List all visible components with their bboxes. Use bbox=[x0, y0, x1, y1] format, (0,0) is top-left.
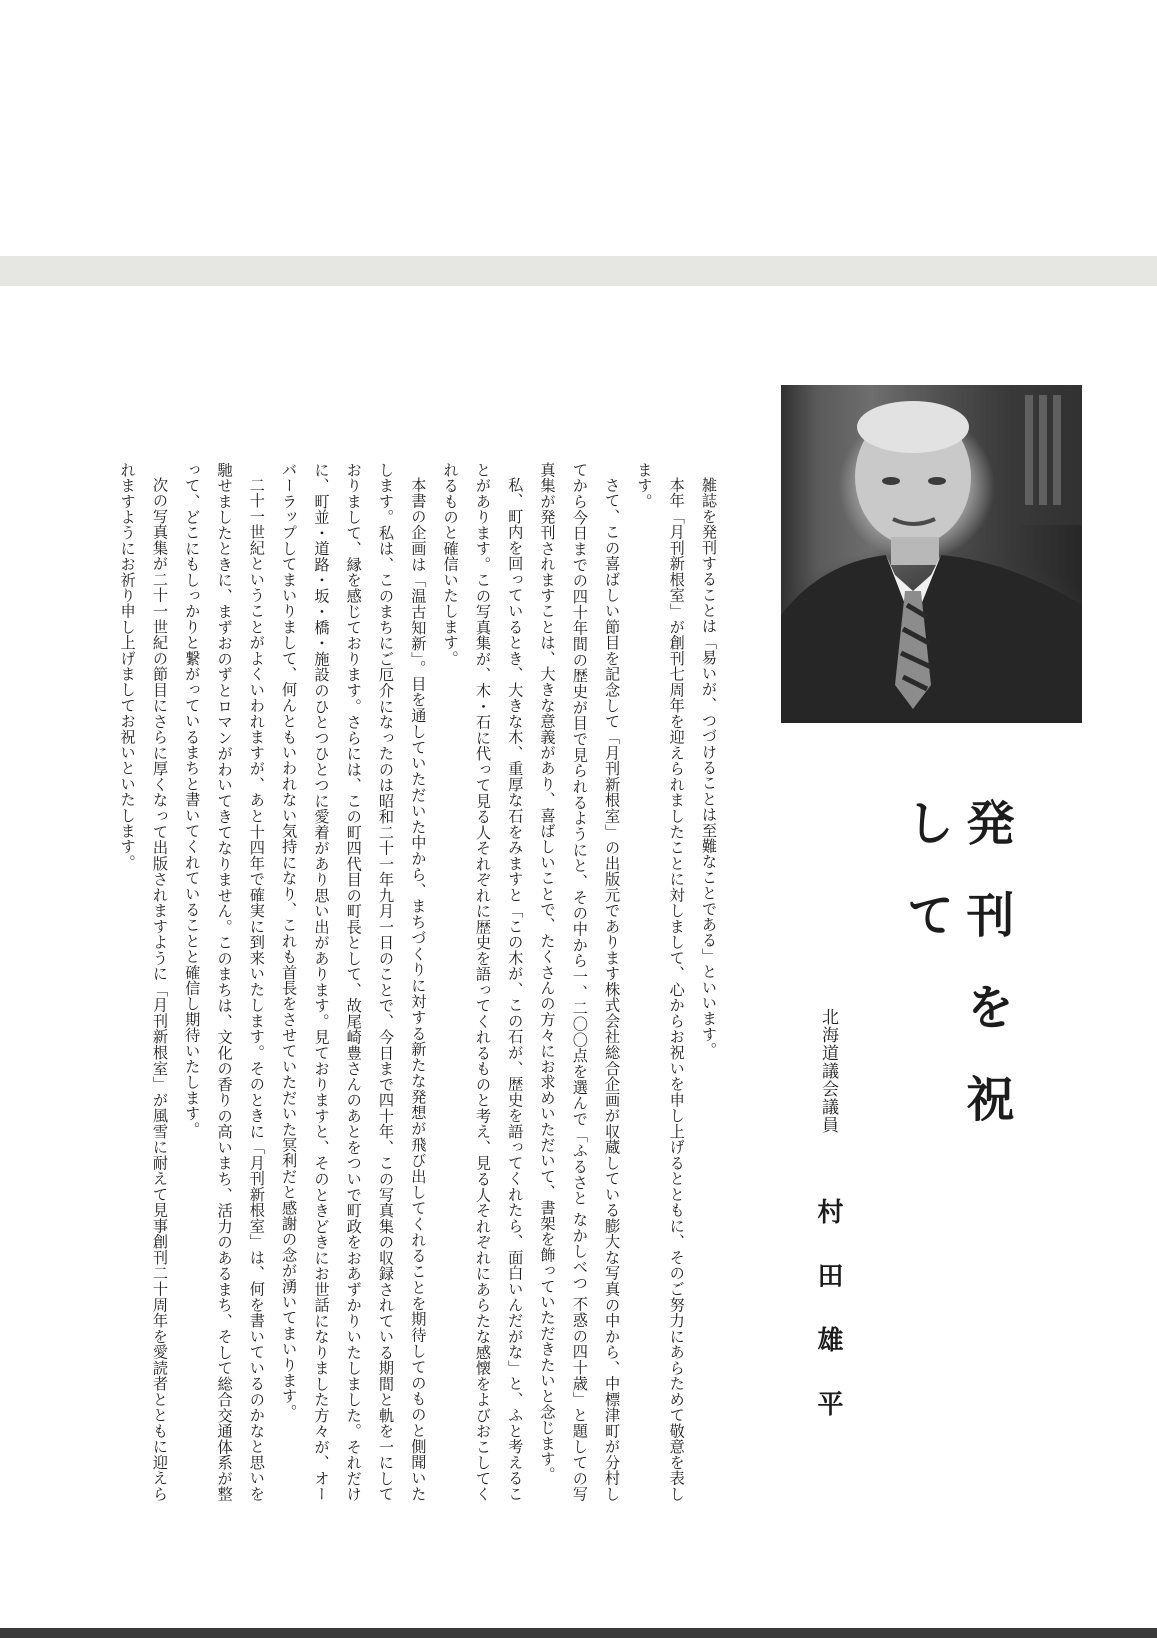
page-title: 発刊を祝して bbox=[898, 798, 1014, 1166]
paragraph: 雑誌を発刊することは「易いが、つづけることは至難なことである」といいます。 bbox=[700, 477, 718, 1059]
author-name: 村田雄平 bbox=[813, 1198, 843, 1454]
paragraph: 本年「月刊新根室」が創刊七周年を迎えられましたことに対しまして、心からお祝いを申し上げるとともに、そのご努力にあらためて敬意を表します。 bbox=[635, 462, 686, 1502]
paragraph: さて、この喜ばしい節目を記念して「月刊新根室」の出版元であります株式会社総合企画が収蔵している膨大な写真の中から、中標津町が分村してから今日までの四十年間の歴史が目で見られるようにと、その中から一、二〇〇点を選んで「ふるさと なかしべつ 不惑の四十歳」と題しての写真集が発刊されますことは、大きな意義があり、喜ばしいことで、たくさんの方々にお求めいただいて、書架を飾っていただきたいと念じます。 bbox=[538, 462, 622, 1502]
page-band bbox=[0, 256, 1157, 286]
paragraph: 二十一世紀ということがよくいわれますが、あと十四年で確実に到来いたします。そのときに「月刊新根室」は、何を書いているのかなと思いを馳せましたときに、まずおのずとロマンがわいてきてなりません。このまちは、文化の香りの高いまち、活力のあるまち、そして総合交通体系が整って、どこにもしっかりと繋がっているまちと書いてくれていることと確信し期待いたします。 bbox=[183, 462, 266, 1502]
paragraph: 次の写真集が二十一世紀の節目にさらに厚くなって出版されますように「月刊新根室」が風雪に耐えて見事創刊二十周年を愛読者とともに迎えられますようにお祈り申し上げましてお祝いといたします。 bbox=[118, 462, 169, 1502]
article-body bbox=[70, 462, 725, 1502]
paragraph: 本書の企画は「温古知新」。目を通していただいた中から、まちづくりに対する新たな発想が飛び出してくれることを期待してのものと側聞いたします。私は、このまちにご厄介になったのは昭和二十一年九月一日のことで、今日まで四十年、この写真集の収録されている期間と軌を一にしておりまして、縁を感じております。さらには、この町四代目の町長として、故尾崎豊さんのあとをついで町政をおあずかりいたしました。それだけに、町並・道路・坂・橋・施設のひとつひとつに愛着があり思い出があります。見ておりますと、そのときどきにお世話になりました方々が、オーバーラップしてまいりまして、何んともいわれない気持になり、これも首長をさせていただいた冥利だと感謝の念が湧いてまいります。 bbox=[280, 462, 428, 1502]
author-position: 北海道議会議員 bbox=[818, 1008, 838, 1134]
paragraph: 私、町内を回っているとき、大きな木、重厚な石をみますと「この木が、この石が、歴史を語ってくれたら、面白いんだがな」と、ふと考えることがあります。この写真集が、木・石に代って見る人それぞれに歴史を語ってくれるものと考え、見る人それぞれにあらたな感懐をよびおこしてくれるものと確信いたします。 bbox=[441, 462, 525, 1502]
page-bottom-edge bbox=[0, 1628, 1157, 1638]
portrait-illustration bbox=[781, 385, 1082, 723]
author-portrait-photo bbox=[781, 385, 1082, 723]
